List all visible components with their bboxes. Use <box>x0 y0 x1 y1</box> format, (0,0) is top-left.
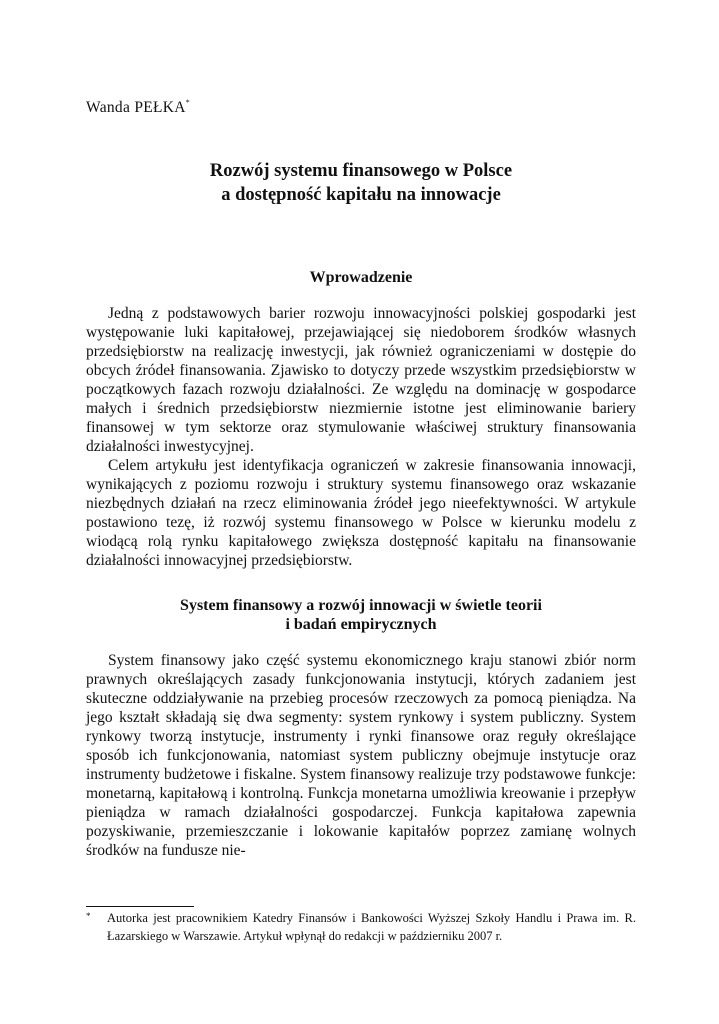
title-line-2: a dostępność kapitału na innowacje <box>221 185 501 205</box>
heading-line-2: i badań empirycznych <box>285 616 437 633</box>
author-footnote-mark: * <box>185 98 191 107</box>
section-introduction-body <box>86 304 636 570</box>
footnote-mark: * <box>86 911 91 921</box>
section-heading-financial-system <box>86 596 636 634</box>
footnote <box>86 909 636 945</box>
heading-line-1: System finansowy a rozwój innowacji w świetle teorii <box>180 597 542 614</box>
footnote-text: Autorka jest pracownikiem Katedry Finansów i Bankowości Wyższej Szkoły Handlu i Prawa im. R. Łazarskiego w Warszawie. Artykuł wpłynął do redakcji w październiku 2007 r. <box>107 911 636 943</box>
article-title <box>86 159 636 207</box>
footnote-separator <box>86 906 194 907</box>
paragraph: Celem artykułu jest identyfikacja ograniczeń w zakresie finansowania innowacji, wynikających z poziomu rozwoju i struktury systemu finansowego oraz wskazanie niezbędnych działań na rzecz eliminowania źródeł jego nieefektywności. W artykule postawiono tezę, iż rozwój systemu finansowego w Polsce w kierunku modelu z wiodącą rolą rynku kapitałowego zwiększa dostępność kapitału na finansowanie działalności innowacyjnej przedsiębiorstw. <box>86 457 636 569</box>
title-line-1: Rozwój systemu finansowego w Polsce <box>209 161 513 181</box>
section-financial-system-body <box>86 651 636 860</box>
author-name: Wanda PEŁKA <box>86 99 186 116</box>
section-heading-introduction: Wprowadzenie <box>309 269 413 286</box>
paragraph: System finansowy jako część systemu ekonomicznego kraju stanowi zbiór norm prawnych określających zasady funkcjonowania instytucji, których zadaniem jest skuteczne oddziaływanie na przebieg procesów rzeczowych za pomocą pieniądza. Na jego kształt składają się dwa segmenty: system rynkowy i system publiczny. System rynkowy tworzą instytucje, instrumenty i rynki finansowe oraz reguły określające sposób ich funkcjonowania, natomiast system publiczny obejmuje instytucje oraz instrumenty budżetowe i fiskalne. System finansowy realizuje trzy podstawowe funkcje: monetarną, kapitałową i kontrolną. Funkcja monetarna umożliwia kreowanie i przepływ pieniądza w ramach działalności gospodarczej. Funkcja kapitałowa zapewnia pozyskiwanie, przemieszczanie i lokowanie kapitałów poprzez zamianę wolnych środków na fundusze nie- <box>86 652 636 859</box>
author-line <box>86 98 190 117</box>
paragraph: Jedną z podstawowych barier rozwoju innowacyjności polskiej gospodarki jest występowanie luki kapitałowej, przejawiającej się niedoborem środków własnych przedsiębiorstw na realizację inwestycji, jak również ograniczeniami w dostępie do obcych źródeł finansowania. Zjawisko to dotyczy przede wszystkim przedsiębiorstw w początkowych fazach rozwoju działalności. Ze względu na dominację w gospodarce małych i średnich przedsiębiorstw niezmiernie istotne jest eliminowanie bariery finansowej w tym sektorze oraz stymulowanie właściwej struktury finansowania działalności inwestycyjnej. <box>86 305 636 455</box>
